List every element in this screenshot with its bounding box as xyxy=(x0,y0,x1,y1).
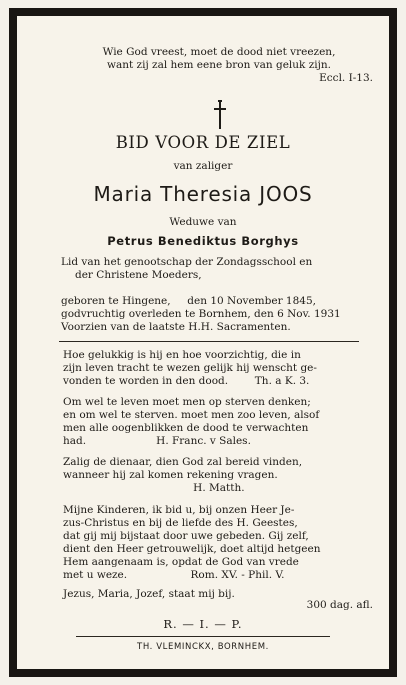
death-line: godvruchtig overleden te Bornhem, den 6 Nov. 1931 xyxy=(61,308,341,320)
divider xyxy=(59,341,359,342)
prayer-line: zijn leven tracht te wezen gelijk hij wenscht ge- xyxy=(63,362,317,374)
prayer-line: Zalig de dienaar, dien God zal bereid vinden, xyxy=(63,456,303,468)
prayer-line: en om wel te sterven. moet men zoo leven, alsof xyxy=(63,409,320,421)
prayer-line: zus-Christus en bij de liefde des H. Geestes, xyxy=(63,517,298,529)
rip-line: R. — I. — P. xyxy=(163,617,243,631)
prayer-line: vonden te worden in den dood. Th. a K. 3. xyxy=(63,375,310,387)
prayer-line: had. H. Franc. v Sales. xyxy=(63,435,251,447)
prayer-line: met u weze. Rom. XV. - Phil. V. xyxy=(63,569,285,581)
indulgence: 300 dag. afl. xyxy=(306,599,373,611)
sacraments-line: Voorzien van de laatste H.H. Sacramenten. xyxy=(61,321,291,333)
header-quote-line-1: Wie God vreest, moet de dood niet vreezen, xyxy=(102,46,336,58)
cross-icon xyxy=(211,100,229,130)
prayer-line: Hem aangenaam is, opdat de God van vrede xyxy=(63,556,299,568)
spouse-name: Petrus Benediktus Borghys xyxy=(107,234,299,248)
prayer-line: dient den Heer getrouwelijk, doet altijd hetgeen xyxy=(63,543,321,555)
birth-line: geboren te Hingene, den 10 November 1845, xyxy=(61,295,316,307)
prayer-line: dat gij mij bijstaat door uwe gebeden. Gij zelf, xyxy=(63,530,309,542)
prayer-line: wanneer hij zal komen rekening vragen. xyxy=(63,469,278,481)
van-zaliger: van zaliger xyxy=(173,160,233,172)
card-title: BID VOOR DE ZIEL xyxy=(115,133,291,152)
prayer-line: H. Matth. xyxy=(63,482,245,494)
header-quote-reference: Eccl. I-13. xyxy=(319,72,373,84)
deceased-name: Maria Theresia JOOS xyxy=(93,182,313,206)
prayer-line: men alle oogenblikken de dood te verwachten xyxy=(63,422,309,434)
divider xyxy=(76,636,330,637)
memorial-card xyxy=(17,16,389,669)
membership-line-2: der Christene Moeders, xyxy=(75,269,202,281)
prayer-line: Hoe gelukkig is hij en hoe voorzichtig, die in xyxy=(63,349,301,361)
prayer-line: Om wel te leven moet men op sterven denken; xyxy=(63,396,311,408)
membership-line-1: Lid van het genootschap der Zondagsschool en xyxy=(61,256,313,268)
prayer-line: Mijne Kinderen, ik bid u, bij onzen Heer Je- xyxy=(63,504,295,516)
widow-of: Weduwe van xyxy=(169,216,237,228)
header-quote-line-2: want zij zal hem eene bron van geluk zijn. xyxy=(106,59,331,71)
invocation: Jezus, Maria, Jozef, staat mij bij. xyxy=(63,588,235,600)
printer-name: TH. VLEMINCKX, BORNHEM. xyxy=(137,642,269,652)
